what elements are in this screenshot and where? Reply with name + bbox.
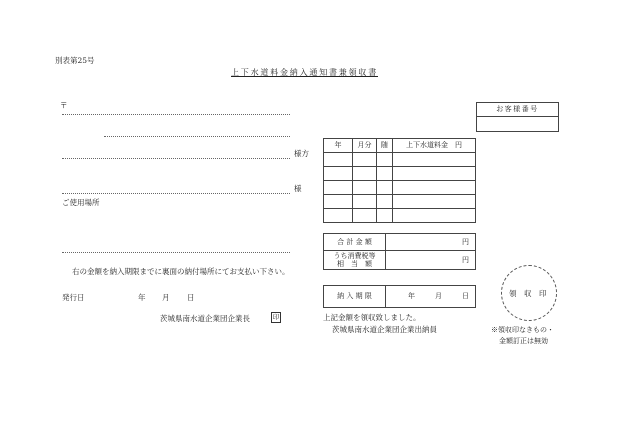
- location-line: [62, 252, 290, 253]
- issuer-name: 茨城県南水道企業団企業長: [160, 314, 250, 323]
- postal-mark: 〒: [60, 101, 68, 110]
- cell: [324, 181, 353, 195]
- invalid-note-line1: ※領収印なきもの・: [491, 326, 554, 334]
- total-label: 合 計 金 額: [324, 234, 386, 251]
- honorific-sama-kata: 様方: [294, 149, 309, 158]
- cell: [377, 181, 393, 195]
- issue-month: 月: [162, 293, 170, 302]
- cell: [353, 167, 377, 181]
- table-row: [324, 209, 476, 223]
- location-label: ご使用場所: [62, 198, 100, 207]
- address-line-1: [104, 136, 290, 137]
- cell: [393, 167, 476, 181]
- total-yen: 円: [386, 234, 476, 251]
- totals-table: [323, 233, 476, 270]
- form-number: 別表第25号: [55, 56, 95, 65]
- charges-header-row: [324, 139, 476, 153]
- charges-header-sui: 随: [377, 139, 393, 153]
- cell: [324, 195, 353, 209]
- name-line: [62, 193, 290, 194]
- honorific-sama: 様: [294, 184, 302, 193]
- table-row: [324, 181, 476, 195]
- cell: [353, 181, 377, 195]
- customer-number-value[interactable]: [477, 117, 559, 132]
- issue-date-label: 発行日: [62, 293, 85, 302]
- issue-day: 日: [187, 293, 195, 302]
- customer-number-label: お客様番号: [477, 103, 559, 117]
- cell: [324, 153, 353, 167]
- table-row: [324, 153, 476, 167]
- address-line-2: [62, 158, 290, 159]
- cell: [393, 209, 476, 223]
- cell: [353, 209, 377, 223]
- cell: [377, 195, 393, 209]
- deadline-month: 月: [435, 292, 442, 300]
- charges-header-amount: 上下水道料金 円: [393, 139, 476, 153]
- deadline-label: 納 入 期 限: [324, 286, 386, 308]
- cell: [324, 209, 353, 223]
- cell: [393, 181, 476, 195]
- table-row: [324, 167, 476, 181]
- cell: [393, 195, 476, 209]
- deadline-year: 年: [408, 292, 415, 300]
- charges-header-month: 月分: [353, 139, 377, 153]
- table-row: [324, 195, 476, 209]
- deadline-table: [323, 285, 476, 308]
- tax-label-line1: うち消費税等: [333, 252, 376, 260]
- charges-header-year: 年: [324, 139, 353, 153]
- cell: [377, 153, 393, 167]
- cell: [353, 153, 377, 167]
- deadline-date: [386, 286, 476, 308]
- cell: [377, 209, 393, 223]
- tax-yen: 円: [386, 251, 476, 270]
- tax-label-line2: 相 当 額: [337, 260, 372, 268]
- cell: [377, 167, 393, 181]
- payment-note: 右の金額を納入期限までに裏面の納付場所にてお支払い下さい。: [72, 267, 290, 276]
- tax-label: [324, 251, 386, 270]
- postal-line: [62, 114, 290, 115]
- issuer-seal: 印: [272, 313, 280, 321]
- cell: [393, 153, 476, 167]
- receipt-stamp-label: 領 収 印: [509, 289, 547, 298]
- issue-year: 年: [138, 293, 146, 302]
- form-title: 上下水道料金納入通知書兼領収書: [231, 68, 378, 77]
- invalid-note-line2: 金額訂正は無効: [499, 337, 548, 345]
- charges-table: [323, 138, 476, 223]
- deadline-day: 日: [462, 292, 469, 300]
- cell: [324, 167, 353, 181]
- customer-number-box: [476, 102, 559, 132]
- received-text: 上記金額を領収致しました。: [323, 313, 421, 322]
- cashier-name: 茨城県南水道企業団企業出納員: [332, 325, 437, 334]
- cell: [353, 195, 377, 209]
